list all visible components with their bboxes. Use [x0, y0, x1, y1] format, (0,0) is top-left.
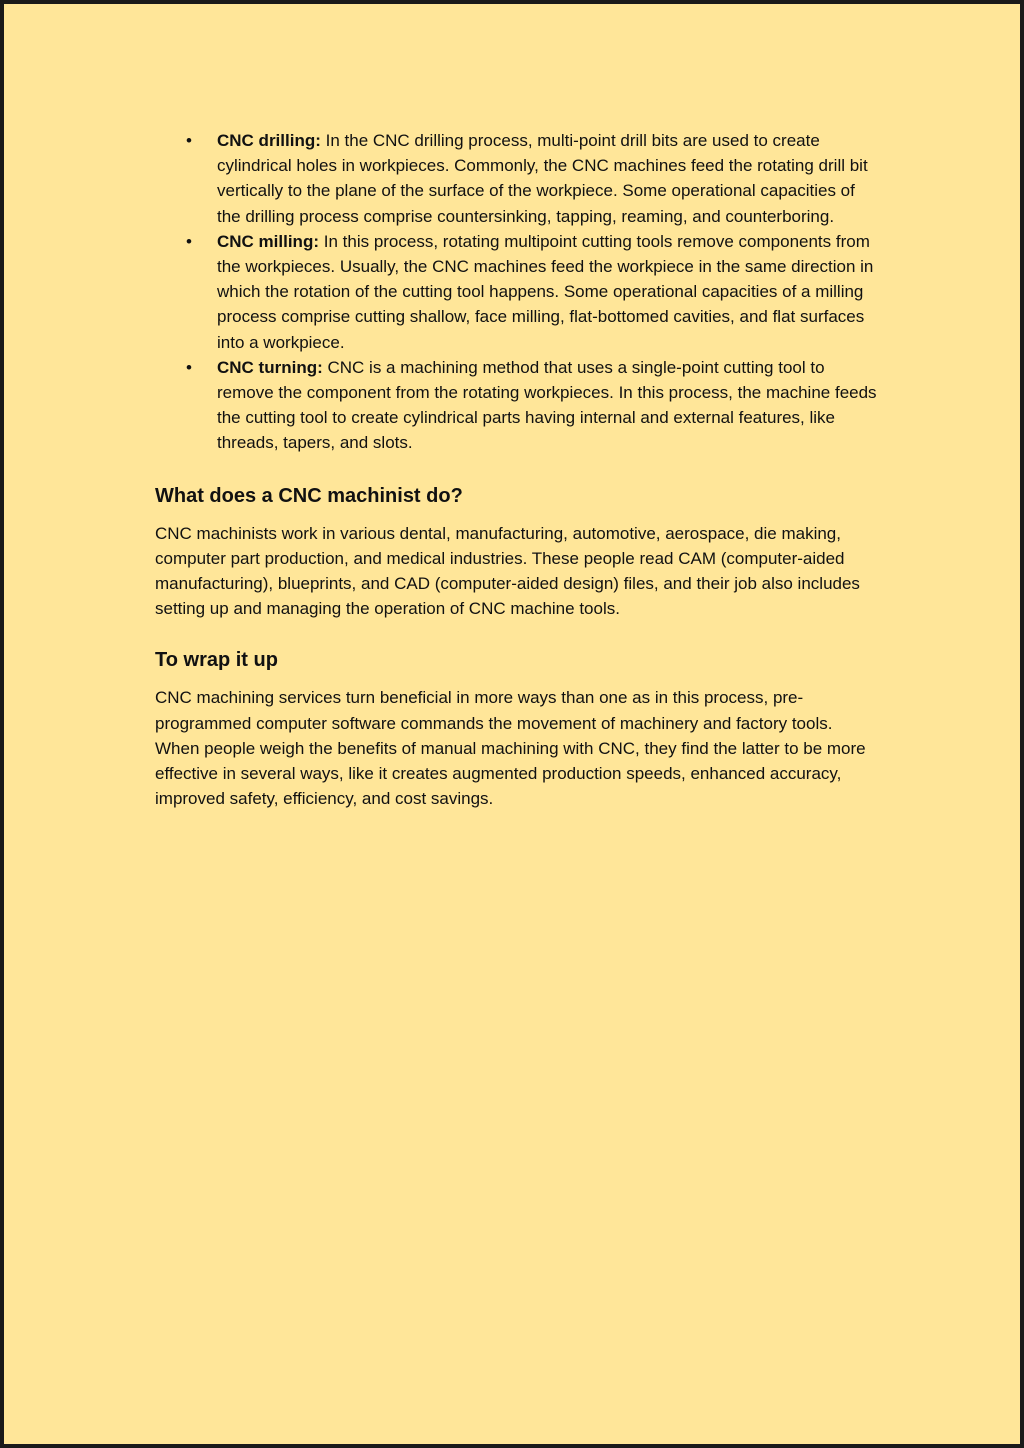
cnc-process-list — [155, 128, 880, 456]
bullet-icon: • — [186, 131, 192, 150]
term-milling: CNC milling: — [217, 231, 319, 251]
list-item-drilling — [155, 128, 880, 229]
paragraph-wrap-up: CNC machining services turn beneficial in more ways than one as in this process, pre-programmed computer software commands the movement of machinery and factory tools. When people weigh the benefits of manual machining with CNC, they find the latter to be more effective in several ways, like it creates augmented production speeds, enhanced accuracy, improved safety, efficiency, and cost savings. — [155, 688, 866, 809]
term-turning: CNC turning: — [217, 357, 323, 377]
paragraph-machinist: CNC machinists work in various dental, manufacturing, automotive, aerospace, die making, computer part production, and medical industries. These people read CAM (computer-aided manufacturing), blueprints, and CAD (computer-aided design) files, and their job also includes setting up and managing the operation of CNC machine tools. — [155, 523, 860, 619]
term-drilling: CNC drilling: — [217, 131, 321, 150]
bullet-icon: • — [186, 357, 192, 377]
heading-wrap-up: To wrap it up — [155, 649, 278, 672]
list-item-milling — [155, 229, 880, 355]
bullet-icon: • — [186, 231, 192, 251]
text-drilling: In the CNC drilling process, multi-point drill bits are used to create cylindrical holes in workpieces. Commonly, the CNC machines feed the rotating drill bit vertically to the plane of the surface of the workpiece. Some operational capacities of the drilling process comprise countersinking, tapping, reaming, and counterboring. — [217, 131, 868, 226]
text-milling: In this process, rotating multipoint cutting tools remove components from the workpieces. Usually, the CNC machines feed the workpiece in the same direction in which the rotation of the cutting tool happens. Some operational capacities of a milling process comprise cutting shallow, face milling, flat-bottomed cavities, and flat surfaces into a workpiece. — [217, 231, 874, 352]
list-item-turning — [155, 355, 880, 456]
heading-machinist: What does a CNC machinist do? — [155, 484, 463, 507]
page-content — [155, 128, 880, 811]
text-turning: CNC is a machining method that uses a single-point cutting tool to remove the component from the rotating workpieces. In this process, the machine feeds the cutting tool to create cylindrical parts having internal and external features, like threads, tapers, and slots. — [217, 357, 877, 453]
